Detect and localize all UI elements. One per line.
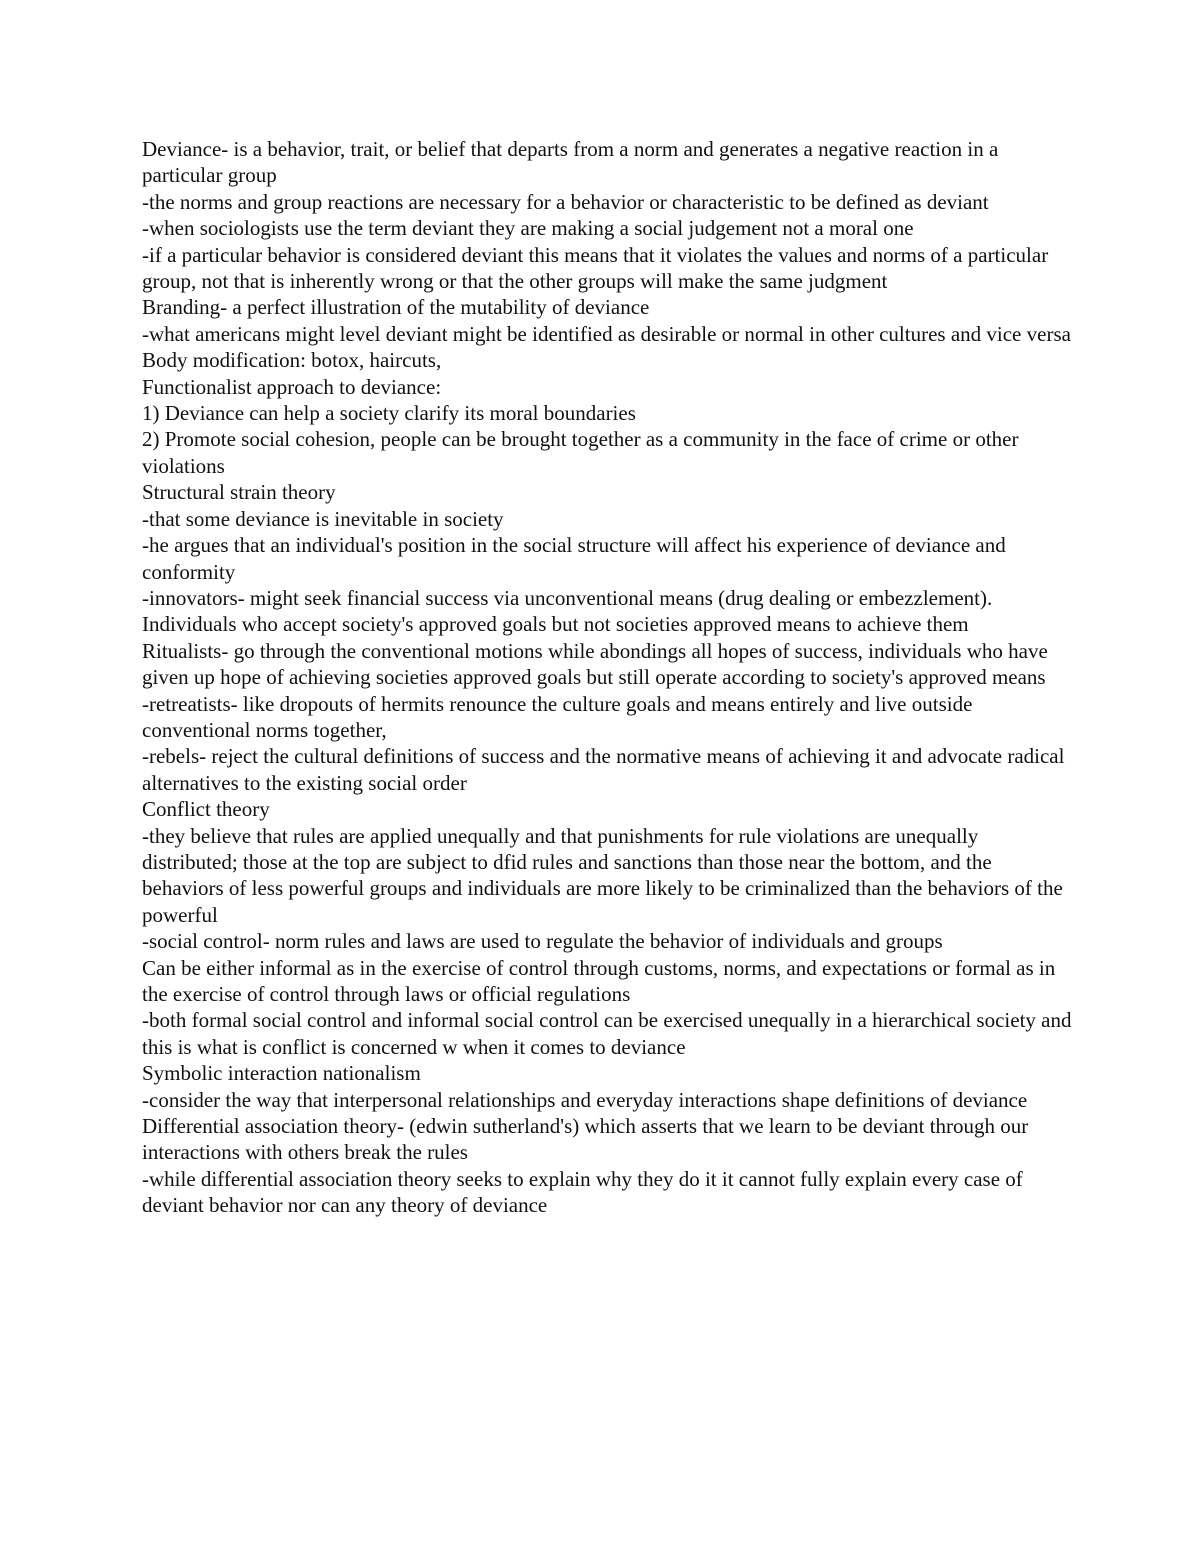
paragraph-functionalist-point-1: 1) Deviance can help a society clarify its moral boundaries [142, 401, 636, 426]
paragraph-norms-reactions: -the norms and group reactions are necessary for a behavior or characteristic to be defined as deviant [142, 189, 989, 214]
paragraph-americans: -what americans might level deviant might be identified as desirable or normal in other cultures and vice versa [142, 321, 1071, 346]
paragraph-retreatists: -retreatists- like dropouts of hermits renounce the culture goals and means entirely and live outside conventional norms together, [142, 691, 973, 742]
paragraph-deviance-definition: Deviance- is a behavior, trait, or belief that departs from a norm and generates a negative reaction in a particular group [142, 137, 999, 188]
paragraph-symbolic-heading: Symbolic interaction nationalism [142, 1061, 421, 1086]
paragraph-individuals: Individuals who accept society's approved goals but not societies approved means to achieve them [142, 612, 969, 637]
paragraph-ritualists: Ritualists- go through the conventional motions while abondings all hopes of success, individuals who have given up hope of achieving societies approved goals but still operate according to society's approved means [142, 638, 1048, 690]
paragraph-social-control: -social control- norm rules and laws are used to regulate the behavior of individuals and groups [142, 929, 943, 954]
paragraph-functionalist-point-2: 2) Promote social cohesion, people can be brought together as a community in the face of crime or other violations [142, 427, 1019, 478]
paragraph-hierarchical: -both formal social control and informal social control can be exercised unequally in a hierarchical society and this is what is conflict is concerned w when it comes to deviance [142, 1008, 1072, 1059]
paragraph-functionalist-heading: Functionalist approach to deviance: [142, 374, 442, 399]
paragraph-differential-limits: -while differential association theory seeks to explain why they do it it cannot fully explain every case of deviant behavior nor can any theory of deviance [142, 1166, 1023, 1218]
paragraph-branding: Branding- a perfect illustration of the mutability of deviance [142, 295, 650, 320]
paragraph-informal-formal: Can be either informal as in the exercise of control through customs, norms, and expectations or formal as in the exercise of control through laws or official regulations [142, 955, 1056, 1006]
paragraph-structural-strain-heading: Structural strain theory [142, 480, 336, 505]
paragraph-violates-values: -if a particular behavior is considered deviant this means that it violates the values and norms of a particular group, not that is inherently wrong or that the other groups will make the same judgment [142, 242, 1049, 294]
paragraph-position: -he argues that an individual's position in the social structure will affect his experience of deviance and conformity [142, 533, 1006, 584]
paragraph-body-modification: Body modification: botox, haircuts, [142, 348, 442, 373]
paragraph-social-judgement: -when sociologists use the term deviant they are making a social judgement not a moral one [142, 216, 914, 241]
paragraph-differential-association: Differential association theory- (edwin sutherland's) which asserts that we learn to be deviant through our interactions with others break the rules [142, 1114, 1029, 1165]
paragraph-rebels: -rebels- reject the cultural definitions of success and the normative means of achieving it and advocate radical alternatives to the existing social order [142, 744, 1065, 795]
paragraph-innovators: -innovators- might seek financial success via unconventional means (drug dealing or embezzlement). [142, 585, 993, 610]
paragraph-inevitable: -that some deviance is inevitable in society [142, 506, 504, 531]
paragraph-rules-unequal: -they believe that rules are applied unequally and that punishments for rule violations are unequally distributed; those at the top are subject to dfid rules and sanctions than those near the bottom, and the behaviors of less powerful groups and individuals are more likely to be criminalized than the behaviors of the powerful [142, 823, 1063, 927]
paragraph-interpersonal: -consider the way that interpersonal relationships and everyday interactions shape definitions of deviance [142, 1087, 1028, 1112]
document-body [142, 136, 1072, 1219]
paragraph-conflict-heading: Conflict theory [142, 797, 270, 822]
